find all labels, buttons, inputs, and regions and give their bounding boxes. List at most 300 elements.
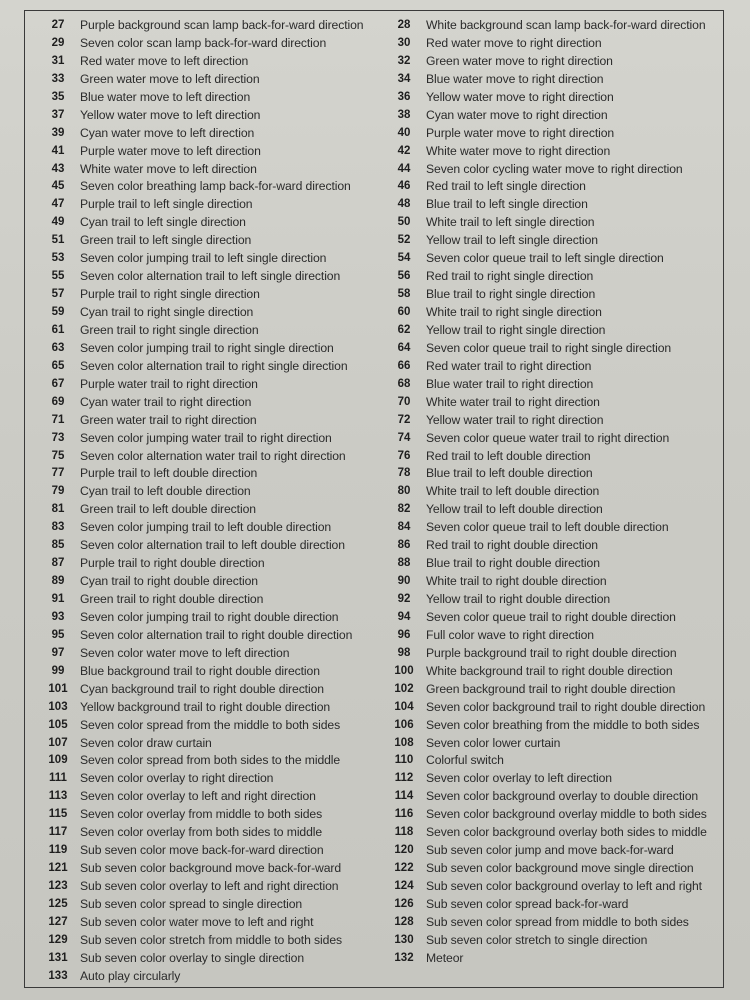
mode-description: Purple trail to right single direction: [80, 287, 260, 302]
mode-row: [386, 340, 726, 358]
mode-description: White water move to left direction: [80, 161, 257, 176]
mode-row: [40, 519, 380, 537]
mode-number: 87: [51, 557, 65, 570]
mode-description: Purple water trail to right direction: [80, 376, 258, 391]
mode-number: 59: [51, 306, 65, 318]
mode-number: 38: [397, 108, 411, 121]
mode-row: [386, 806, 726, 824]
mode-description: Seven color background overlay to double direction: [426, 789, 699, 804]
mode-row: [40, 232, 380, 250]
mode-row: [40, 717, 380, 735]
mode-number: 126: [394, 897, 414, 910]
mode-number: 125: [48, 897, 68, 910]
mode-number: 92: [397, 593, 411, 605]
mode-number: 113: [48, 790, 68, 803]
mode-row: [40, 89, 380, 107]
mode-number: 111: [49, 772, 67, 785]
mode-description: Seven color alternation trail to right single direction: [80, 358, 348, 373]
mode-row: [40, 735, 380, 753]
mode-row: [40, 914, 380, 932]
mode-number: 103: [48, 700, 68, 713]
mode-number: 27: [51, 19, 65, 31]
mode-row: [386, 430, 726, 448]
mode-description: Green background trail to right double direction: [426, 681, 676, 696]
mode-description: White trail to right single direction: [426, 305, 602, 319]
mode-row: [40, 932, 380, 950]
mode-number: 123: [48, 880, 68, 892]
mode-row: [40, 196, 380, 214]
mode-description: White water move to right direction: [426, 143, 611, 158]
mode-description: White trail to right double direction: [426, 574, 607, 589]
mode-number: 79: [51, 485, 65, 498]
mode-row: [386, 519, 726, 537]
mode-number: 68: [397, 377, 411, 390]
mode-number: 75: [51, 449, 65, 462]
mode-row: [386, 950, 726, 968]
mode-row: [40, 35, 380, 53]
mode-row: [40, 555, 380, 573]
mode-description: Seven color alternation trail to right double direction: [80, 627, 353, 642]
mode-row: [386, 232, 726, 250]
mode-row: [386, 645, 726, 663]
mode-description: Seven color alternation trail to left single direction: [80, 269, 341, 284]
mode-description: Seven color alternation trail to left double direction: [80, 538, 345, 553]
mode-description: Red trail to left single direction: [426, 179, 586, 194]
mode-description: Seven color breathing from the middle to both sides: [426, 717, 700, 732]
mode-number: 93: [51, 610, 65, 623]
mode-row: [40, 465, 380, 483]
mode-number: 119: [48, 844, 68, 857]
mode-description: Yellow trail to right single direction: [426, 322, 606, 337]
mode-description: Yellow trail to left single direction: [426, 233, 598, 248]
mode-description: Purple water move to right direction: [426, 125, 615, 140]
mode-number: 44: [397, 162, 411, 175]
mode-description: White trail to left double direction: [426, 484, 600, 499]
mode-number: 52: [397, 234, 411, 247]
mode-description: Sub seven color overlay to left and right direction: [80, 879, 339, 893]
mode-description: Yellow background trail to right double direction: [80, 699, 331, 714]
mode-description: Sub seven color background move single direction: [426, 861, 694, 876]
mode-row: [386, 501, 726, 519]
mode-row: [386, 412, 726, 430]
mode-row: [386, 573, 726, 591]
mode-row: [386, 735, 726, 753]
mode-number: 74: [397, 431, 411, 444]
mode-row: [386, 824, 726, 842]
mode-number: 85: [51, 539, 65, 552]
mode-row: [40, 161, 380, 179]
mode-number: 128: [394, 915, 414, 928]
mode-row: [386, 286, 726, 304]
mode-row: [40, 770, 380, 788]
mode-number: 97: [51, 646, 65, 659]
mode-row: [40, 878, 380, 896]
mode-number: 130: [394, 933, 414, 946]
mode-row: [40, 609, 380, 627]
mode-row: [386, 35, 726, 53]
mode-description: Red water move to right direction: [426, 35, 602, 50]
mode-description: Cyan trail to left single direction: [80, 215, 246, 230]
mode-description: Seven color spread from both sides to the middle: [80, 753, 341, 768]
mode-row: [386, 322, 726, 340]
mode-number: 90: [397, 575, 411, 588]
mode-number: 62: [397, 323, 411, 336]
mode-number: 47: [51, 198, 65, 211]
mode-number: 45: [51, 180, 65, 193]
mode-row: [40, 591, 380, 609]
mode-number: 61: [51, 323, 65, 336]
mode-number: 63: [51, 341, 65, 354]
mode-row: [40, 448, 380, 466]
mode-description: Sub seven color spread back-for-ward: [426, 896, 629, 911]
mode-row: [386, 448, 726, 466]
mode-description: Red trail to left double direction: [426, 448, 591, 463]
mode-description: Red trail to right single direction: [426, 269, 594, 284]
mode-row: [386, 717, 726, 735]
mode-description: White background trail to right double direction: [426, 663, 673, 678]
mode-number: 48: [397, 198, 411, 211]
mode-row: [40, 17, 380, 35]
mode-number: 105: [48, 718, 68, 731]
mode-row: [386, 376, 726, 394]
mode-row: [386, 17, 726, 35]
mode-description: Seven color cycling water move to right direction: [426, 161, 683, 176]
mode-row: [386, 627, 726, 645]
mode-number: 65: [51, 359, 65, 372]
mode-number: 118: [394, 826, 414, 839]
mode-number: 32: [397, 54, 411, 67]
mode-number: 88: [397, 557, 411, 570]
mode-row: [386, 107, 726, 125]
mode-description: Purple water move to left direction: [80, 143, 261, 158]
mode-number: 98: [397, 646, 411, 659]
mode-number: 117: [48, 826, 68, 839]
mode-description: Purple background trail to right double direction: [426, 645, 677, 660]
mode-description: Yellow water trail to right direction: [426, 412, 604, 427]
mode-description: Yellow trail to right double direction: [426, 592, 611, 606]
mode-row: [40, 394, 380, 412]
mode-description: Seven color overlay from both sides to middle: [80, 825, 323, 840]
mode-row: [40, 376, 380, 394]
mode-row: [40, 125, 380, 143]
mode-number: 72: [397, 413, 411, 426]
mode-number: 116: [394, 808, 414, 821]
mode-description: Sub seven color jump and move back-for-ward: [426, 843, 674, 858]
mode-number: 46: [397, 180, 411, 193]
mode-description: Green trail to left single direction: [80, 233, 252, 248]
mode-number: 77: [51, 467, 65, 480]
mode-description: Cyan background trail to right double direction: [80, 681, 324, 696]
mode-description: White water trail to right direction: [426, 394, 600, 409]
mode-description: Purple background scan lamp back-for-ward direction: [80, 18, 364, 32]
mode-number: 69: [51, 395, 65, 408]
mode-description: Sub seven color stretch from middle to both sides: [80, 932, 342, 947]
mode-description: Purple trail to left double direction: [80, 466, 258, 481]
mode-number: 30: [397, 36, 411, 49]
mode-row: [386, 591, 726, 609]
mode-description: Green trail to right single direction: [80, 322, 259, 337]
mode-number: 36: [397, 90, 411, 103]
mode-description: Full color wave to right direction: [426, 627, 594, 642]
mode-row: [40, 214, 380, 232]
mode-row: [386, 842, 726, 860]
mode-number: 94: [397, 610, 411, 623]
mode-description: Yellow trail to left double direction: [426, 502, 603, 517]
mode-row: [40, 107, 380, 125]
mode-number: 57: [51, 288, 65, 301]
mode-number: 34: [397, 72, 411, 85]
mode-number: 129: [48, 933, 68, 946]
mode-number: 71: [51, 413, 65, 426]
mode-number: 64: [397, 341, 411, 354]
mode-number: 81: [51, 503, 65, 516]
mode-number: 91: [51, 593, 65, 605]
mode-description: Sub seven color spread to single direction: [80, 896, 303, 911]
mode-description: Blue background trail to right double direction: [80, 663, 320, 678]
mode-description: Green trail to left double direction: [80, 502, 256, 517]
mode-row: [386, 914, 726, 932]
mode-row: [386, 178, 726, 196]
mode-number: 101: [48, 682, 68, 695]
mode-description: Seven color overlay to left direction: [426, 771, 612, 786]
mode-number: 33: [51, 72, 65, 85]
mode-row: [386, 125, 726, 143]
mode-row: [386, 71, 726, 89]
mode-number: 80: [397, 485, 411, 498]
mode-number: 42: [397, 144, 411, 157]
mode-row: [40, 430, 380, 448]
mode-row: [386, 358, 726, 376]
mode-row: [386, 752, 726, 770]
mode-description: Seven color draw curtain: [80, 735, 212, 750]
mode-number: 95: [51, 628, 65, 641]
mode-row: [40, 573, 380, 591]
mode-number: 131: [48, 951, 68, 964]
mode-number: 49: [51, 216, 65, 229]
mode-row: [40, 286, 380, 304]
mode-description: Seven color queue trail to right double direction: [426, 609, 676, 624]
mode-description: Sub seven color stretch to single direction: [426, 932, 648, 947]
mode-description: White background scan lamp back-for-ward direction: [426, 18, 706, 32]
mode-number: 73: [51, 431, 65, 444]
mode-number: 56: [397, 270, 411, 283]
mode-number: 132: [394, 951, 414, 964]
mode-number: 110: [394, 754, 414, 767]
mode-number: 102: [394, 682, 414, 695]
mode-row: [386, 394, 726, 412]
mode-number: 37: [51, 108, 65, 121]
mode-row: [40, 645, 380, 663]
mode-number: 67: [51, 377, 65, 390]
mode-description: Seven color overlay to left and right direction: [80, 789, 316, 804]
mode-number: 60: [397, 306, 411, 318]
mode-row: [40, 663, 380, 681]
mode-number: 40: [397, 126, 411, 139]
mode-description: Purple trail to left single direction: [80, 197, 253, 212]
mode-description: Red trail to right double direction: [426, 538, 598, 553]
mode-row: [40, 250, 380, 268]
mode-number: 122: [394, 862, 414, 875]
mode-number: 29: [51, 36, 65, 49]
mode-description: Blue water move to right direction: [426, 71, 604, 86]
mode-row: [386, 250, 726, 268]
mode-description: Blue water move to left direction: [80, 89, 251, 104]
mode-description: Seven color background overlay middle to both sides: [426, 807, 707, 822]
mode-row: [40, 268, 380, 286]
mode-description: Colorful switch: [426, 753, 504, 768]
mode-description: Seven color alternation water trail to right direction: [80, 448, 346, 463]
mode-description: Seven color overlay to right direction: [80, 771, 274, 786]
mode-row: [386, 304, 726, 322]
mode-number: 99: [51, 664, 65, 677]
mode-row: [40, 501, 380, 519]
mode-number: 51: [51, 234, 65, 247]
mode-description: Seven color breathing lamp back-for-ward direction: [80, 179, 351, 194]
mode-description: Cyan trail to left double direction: [80, 484, 251, 499]
mode-number: 58: [397, 288, 411, 301]
mode-number: 82: [397, 503, 411, 516]
mode-description: Blue trail to left double direction: [426, 466, 593, 481]
mode-description: Blue trail to left single direction: [426, 197, 588, 212]
mode-row: [40, 71, 380, 89]
mode-row: [40, 358, 380, 376]
mode-description: Sub seven color background move back-for-ward: [80, 861, 342, 876]
mode-number: 28: [397, 19, 411, 31]
mode-row: [40, 824, 380, 842]
mode-row: [386, 53, 726, 71]
mode-description: Seven color scan lamp back-for-ward direction: [80, 35, 327, 50]
mode-row: [386, 770, 726, 788]
mode-row: [386, 699, 726, 717]
mode-row: [386, 196, 726, 214]
mode-description: Cyan water move to right direction: [426, 107, 608, 122]
mode-row: [40, 950, 380, 968]
mode-description: Seven color queue trail to right single direction: [426, 340, 672, 355]
mode-row: [386, 555, 726, 573]
mode-number: 31: [51, 54, 65, 67]
mode-number: 124: [394, 880, 414, 892]
mode-number: 53: [51, 252, 65, 265]
mode-number: 127: [48, 915, 68, 928]
mode-description: Purple trail to right double direction: [80, 556, 265, 571]
mode-description: Blue trail to right double direction: [426, 556, 600, 571]
mode-number: 104: [394, 700, 414, 713]
mode-row: [40, 968, 380, 986]
mode-row: [40, 788, 380, 806]
mode-row: [386, 161, 726, 179]
mode-number: 96: [397, 628, 411, 641]
mode-number: 84: [397, 521, 411, 534]
mode-number: 54: [397, 252, 411, 265]
mode-number: 50: [397, 216, 411, 229]
mode-row: [40, 752, 380, 770]
mode-row: [386, 89, 726, 107]
mode-number: 86: [397, 539, 411, 552]
mode-description: Sub seven color spread from middle to both sides: [426, 914, 689, 929]
mode-description: Green trail to right double direction: [80, 592, 264, 606]
mode-description: White trail to left single direction: [426, 215, 595, 230]
mode-row: [386, 143, 726, 161]
mode-row: [40, 412, 380, 430]
mode-description: Seven color overlay from middle to both sides: [80, 807, 323, 822]
mode-row: [386, 681, 726, 699]
mode-number: 120: [394, 844, 414, 857]
mode-description: Seven color jumping trail to right single direction: [80, 340, 334, 355]
mode-number: 41: [51, 144, 65, 157]
mode-row: [386, 788, 726, 806]
mode-row: [386, 214, 726, 232]
mode-description: Seven color jumping trail to left single direction: [80, 251, 327, 266]
mode-description: Seven color queue water trail to right direction: [426, 430, 670, 445]
mode-description: Seven color jumping trail to right double direction: [80, 609, 339, 624]
mode-row: [40, 143, 380, 161]
mode-description: Green water move to left direction: [80, 71, 260, 86]
mode-number: 55: [51, 270, 65, 283]
mode-number: 106: [394, 718, 414, 731]
mode-row: [386, 483, 726, 501]
mode-number: 70: [397, 395, 411, 408]
mode-description: Seven color jumping trail to left double direction: [80, 520, 332, 535]
mode-number: 109: [48, 754, 68, 767]
mode-description: Cyan water trail to right direction: [80, 394, 252, 409]
mode-description: Seven color jumping water trail to right direction: [80, 430, 332, 445]
mode-row: [386, 932, 726, 950]
mode-row: [40, 842, 380, 860]
mode-description: Sub seven color background overlay to left and right: [426, 879, 702, 893]
mode-description: Yellow water move to right direction: [426, 89, 614, 104]
mode-number: 133: [48, 969, 68, 982]
mode-row: [40, 322, 380, 340]
mode-description: Yellow water move to left direction: [80, 107, 261, 122]
mode-description: Green water move to right direction: [426, 53, 613, 68]
mode-row: [386, 268, 726, 286]
mode-description: Green water trail to right direction: [80, 412, 257, 427]
right-column: [386, 17, 726, 977]
mode-row: [386, 609, 726, 627]
mode-number: 121: [48, 862, 68, 875]
mode-row: [40, 806, 380, 824]
mode-row: [386, 878, 726, 896]
mode-row: [386, 537, 726, 555]
mode-number: 115: [48, 808, 68, 821]
mode-number: 83: [51, 521, 65, 534]
mode-number: 114: [394, 790, 414, 803]
mode-description: Cyan trail to right double direction: [80, 574, 258, 589]
mode-row: [40, 53, 380, 71]
mode-description: Sub seven color overlay to single direction: [80, 950, 305, 965]
mode-number: 35: [51, 90, 65, 103]
mode-description: Seven color water move to left direction: [80, 645, 290, 660]
mode-row: [40, 627, 380, 645]
mode-row: [386, 663, 726, 681]
mode-number: 43: [51, 162, 65, 175]
mode-number: 108: [394, 736, 414, 749]
mode-number: 39: [51, 126, 65, 139]
mode-description: Blue trail to right single direction: [426, 287, 596, 302]
mode-row: [40, 304, 380, 322]
mode-number: 66: [397, 359, 411, 372]
mode-description: Red water trail to right direction: [426, 358, 592, 373]
left-column: [40, 17, 380, 983]
mode-description: Seven color queue trail to left single direction: [426, 251, 664, 266]
mode-row: [40, 681, 380, 699]
mode-number: 76: [397, 449, 411, 462]
mode-row: [40, 896, 380, 914]
mode-description: Blue water trail to right direction: [426, 376, 594, 391]
mode-description: Auto play circularly: [80, 968, 181, 983]
mode-number: 107: [48, 736, 68, 749]
mode-number: 89: [51, 575, 65, 588]
